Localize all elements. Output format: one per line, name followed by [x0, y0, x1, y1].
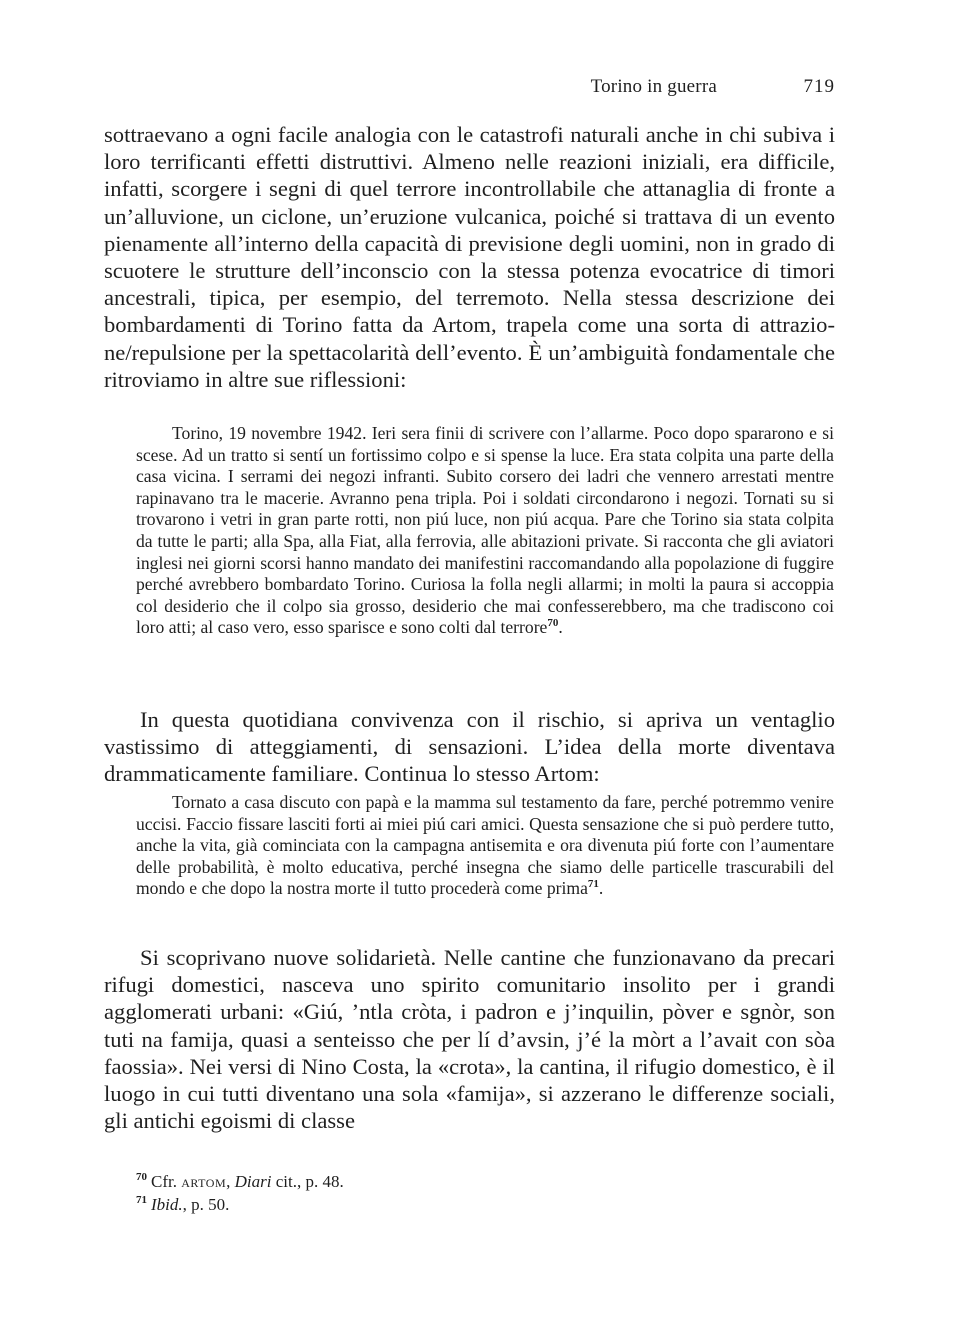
- footnote-ref-71: 71: [587, 878, 599, 891]
- body-paragraph-1: sottraevano a ogni facile analogia con le catastrofi naturali anche in chi subiva i loro terrificanti effetti distruttivi. Almeno nelle reazioni iniziali, era difficile, infatti, scorgere i segni di quel terrore incontrollabile che attanaglia di fronte a un’alluvione, un ciclone, un’eruzione vulcanica, poiché si trattava di un evento pienamente all’interno della capacità di previsione degli uomini, non in grado di scuotere le strutture dell’inconscio con la stessa potenza evocatrice di timori ancestrali, tipica, per esempio, del terremoto. Nella stessa descrizione dei bombardamenti di Torino fatta da Artom, trapela come una sorta di attrazione/repulsione per la spettacolarità dell’evento. È un’ambiguità fondamentale che ritroviamo in altre sue riflessioni:: [104, 122, 835, 392]
- footnote-text: , p. 50.: [182, 1195, 230, 1214]
- body-paragraph-2: In questa quotidiana convivenza con il rischio, si apriva un ventaglio vastissimo di atteggiamenti, di sensazioni. L’idea della morte diventava drammaticamente familiare. Continua lo stesso Artom:: [104, 707, 835, 787]
- running-title: Torino in guerra: [590, 76, 717, 97]
- body-paragraph-3: Si scoprivano nuove solidarietà. Nelle cantine che funzionavano da precari rifugi domestici, nasceva uno spirito comunitario insolito per i grandi agglomerati urbani: «Giú, ’ntla cròta, i padron e j’inquilin, pòver e sgnòr, son tuti na famija, quasi a senteisso che per lí d’avsin, j’é la mòrt a l’avait con sòa faossia». Nei versi di Nino Costa, la «crota», la cantina, il rifugio domestico, è il luogo in cui tutti diventano una sola «famija», si azzerano le differenze sociali, gli antichi egoismi di classe: [104, 945, 835, 1134]
- footnote-number: 70: [136, 1171, 147, 1184]
- footnote-title: Ibid.: [151, 1195, 183, 1214]
- running-head: [104, 76, 835, 102]
- block-quote-1: Torino, 19 novembre 1942. Ieri sera finii di scrivere con l’allarme. Poco dopo spararono e si scese. Ad un tratto si sentí un fortissimo colpo e si spense la luce. Era stata colpita una parte della casa vicina. I serrami dei negozi infranti. Subito corsero dei ladri che vennero arrestati mentre rapinavano tra le macerie. Avranno pena tripla. Poi i soldati circondarono i negozi. Tornati su si trovarono i vetri in gran parte rotti, non piú luce, non piú acqua. Pare che Torino sia stata colpita da tutte le parti; alla Spa, alla Fiat, alla ferrovia, alle abitazioni private. Si racconta che gli aviatori inglesi nei giorni scorsi hanno mandato dei manifestini raccomandando alla popolazione di fuggire perché avrebbero bombardato Torino. Curiosa la folla negli allarmi; in molti la paura si accoppia col desiderio che il colpo sia grosso, desiderio che mai confesserebbero, ma che tradiscono coi loro atti; al caso vero, esso sparisce e sono colti dal terrore$^{70}$.: [136, 423, 834, 638]
- footnote-text: Cfr.: [151, 1172, 182, 1191]
- footnote-author: artom: [181, 1172, 227, 1191]
- block-quote-2-text: Tornato a casa discuto con papà e la mamma sul testamento da fare, perché potremmo venire uccisi. Faccio fissare lasciti forti ai miei piú cari amici. Questa sensazione che si può perdere tutto, anche la vita, già cominciata con la campagna antisemita e ora divenuta piú forte con l’aumentare delle probabilità, è molto educativa, perché insegna che siamo delle particelle trascurabili del mondo e che dopo la nostra morte il tutto procederà come prima: [136, 792, 834, 899]
- footnote-ref-70: 70: [547, 617, 559, 630]
- block-quote-2: Tornato a casa discuto con papà e la mamma sul testamento da fare, perché potremmo venire uccisi. Faccio fissare lasciti forti ai miei piú cari amici. Questa sensazione che si può perdere tutto, anche la vita, già cominciata con la campagna antisemita e ora divenuta piú forte con l’aumentare delle probabilità, è molto educativa, perché insegna che siamo delle particelle trascurabili del mondo e che dopo la nostra morte il tutto procederà come prima$^{71}$.: [136, 792, 834, 899]
- footnote-71: [136, 1193, 834, 1216]
- footnote-number: 71: [136, 1194, 147, 1207]
- block-quote-1-text: Torino, 19 novembre 1942. Ieri sera finii di scrivere con l’allarme. Poco dopo spararono e si scese. Ad un tratto si sentí un fortissimo colpo e si spense la luce. Era stata colpita una parte della casa vicina. I serrami dei negozi infranti. Subito corsero dei ladri che vennero arrestati mentre rapinavano tra le macerie. Avranno pena tripla. Poi i soldati circondarono i negozi. Tornati su si trovarono i vetri in gran parte rotti, non piú luce, non piú acqua. Pare che Torino sia stata colpita da tutte le parti; alla Spa, alla Fiat, alla ferrovia, alle abitazioni private. Si racconta che gli aviatori inglesi nei giorni scorsi hanno mandato dei manifestini raccomandando alla popolazione di fuggire perché avrebbero bombardato Torino. Curiosa la folla negli allarmi; in molti la paura si accoppia col desiderio che il colpo sia grosso, desiderio che mai confesserebbero, ma che tradiscono coi loro atti; al caso vero, esso sparisce e sono colti dal terrore: [136, 423, 834, 638]
- footnote-title: Diari: [234, 1172, 272, 1191]
- footnote-text: cit., p. 48.: [271, 1172, 344, 1191]
- footnote-text: ,: [226, 1172, 235, 1191]
- page-number: 719: [803, 76, 835, 97]
- footnote-70: [136, 1170, 834, 1193]
- footnotes: [136, 1170, 834, 1216]
